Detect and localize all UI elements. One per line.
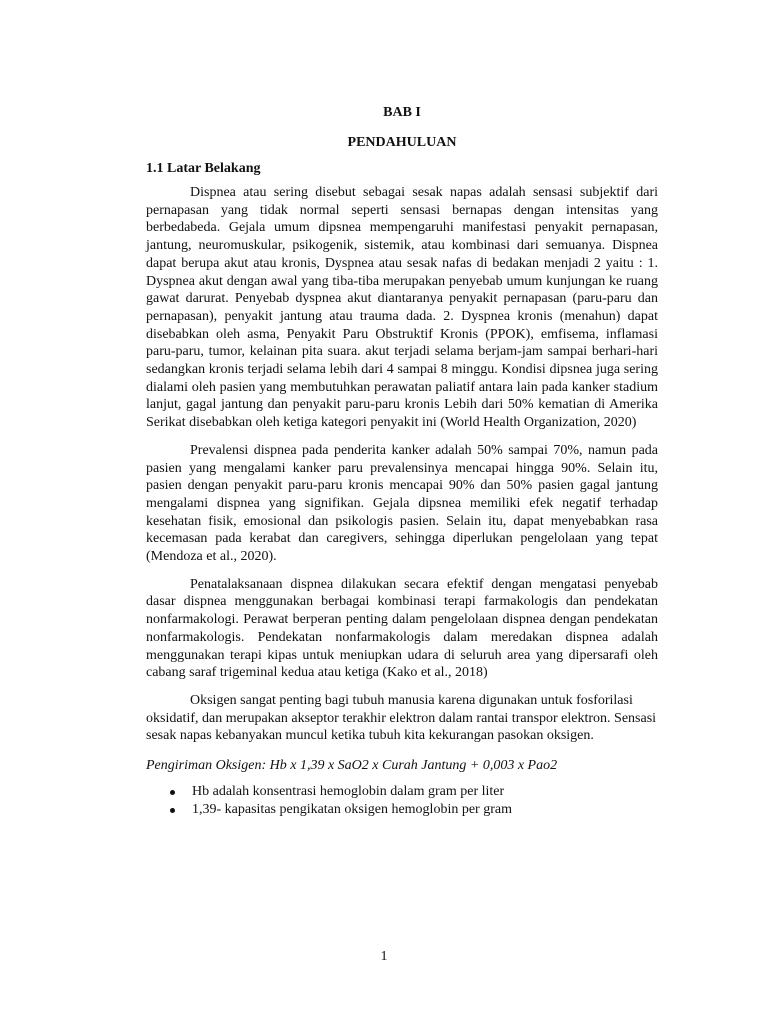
chapter-heading: BAB I <box>383 105 421 120</box>
list-item <box>146 801 658 819</box>
section-title: 1.1 Latar Belakang <box>146 161 261 176</box>
paragraph-penatalaksanaan: Penatalaksanaan dispnea dilakukan secara efektif dengan mengatasi penyebab dasar dispnea menggunakan berbagai kombinasi terapi farmakologis dan pendekatan nonfarmakologi. Perawat berperan penting dalam pengelolaan dispnea dengan pendekatan nonfarmakologis. Pendekatan nonfarmakologis dalam meredakan dispnea adalah menggunakan terapi kipas untuk meniupkan udara di seluruh area yang dipersarafi oleh cabang saraf trigeminal kedua atau ketiga (Kako et al., 2018) <box>146 576 658 681</box>
list-item-text: Hb adalah konsentrasi hemoglobin dalam gram per liter <box>192 784 505 800</box>
paragraph-prevalensi: Prevalensi dispnea pada penderita kanker adalah 50% sampai 70%, namun pada pasien yang mengalami kanker paru prevalensinya mencapai hingga 90%. Selain itu, pasien dengan penyakit paru-paru kronis mencapai 90% dan 50% pasien gagal jantung mengalami dispnea yang signifikan. Gejala dipsnea memiliki efek negatif terhadap kesehatan fisik, emosional dan psikologis pasien. Selain itu, dapat menyebabkan rasa kecemasan pada kerabat dan caregivers, sehingga diperlukan pengelolaan yang tepat (Mendoza et al., 2020). <box>146 442 658 565</box>
bullet-icon <box>170 808 175 813</box>
chapter-title: PENDAHULUAN <box>347 135 457 150</box>
paragraph-dispnea-definition: Dispnea atau sering disebut sebagai sesak napas adalah sensasi subjektif dari pernapasan yang tidak normal seperti sensasi bernapas dengan intensitas yang berbedabeda. Gejala umum dipsnea mempengaruhi manifestasi penyakit pernapasan, jantung, neuromuskular, psikogenik, sistemik, atau kombinasi dari semuanya. Dispnea dapat berupa akut atau kronis, Dyspnea atau sesak nafas di bedakan menjadi 2 yaitu : 1. Dyspnea akut dengan awal yang tiba-tiba merupakan penyebab umum kunjungan ke ruang gawat darurat. Penyebab dyspnea akut diantaranya penyakit pernapasan (paru-paru dan pernapasan), penyakit jantung atau trauma dada. 2. Dyspnea kronis (menahun) dapat disebabkan oleh asma, Penyakit Paru Obstruktif Kronis (PPOK), emfisema, inflamasi paru-paru, tumor, kelainan pita suara. akut terjadi selama berjam-jam sampai berhari-hari sedangkan kronis terjadi selama lebih dari 4 sampai 8 minggu. Kondisi dipsnea juga sering dialami oleh pasien yang membutuhkan perawatan paliatif antara lain pada kanker stadium lanjut, gagal jantung dan penyakit paru-paru kronis Lebih dari 50% kematian di Amerika Serikat disebabkan oleh ketiga kategori penyakit ini (World Health Organization, 2020) <box>146 185 658 431</box>
paragraph-oksigen: Oksigen sangat penting bagi tubuh manusia karena digunakan untuk fosforilasi oksidatif, dan merupakan akseptor terakhir elektron dalam rantai transpor elektron. Sensasi sesak napas kebanyakan muncul ketika tubuh kita kekurangan pasokan oksigen. <box>146 692 657 744</box>
bullet-list <box>146 783 658 819</box>
page-content <box>146 104 658 819</box>
list-item-text: 1,39- kapasitas pengikatan oksigen hemoglobin per gram <box>192 802 512 818</box>
list-item <box>146 783 658 801</box>
oxygen-delivery-formula: Pengiriman Oksigen: Hb x 1,39 x SaO2 x Curah Jantung + 0,003 x Pao2 <box>146 758 558 774</box>
page-number: 1 <box>380 949 388 964</box>
bullet-icon <box>170 790 175 795</box>
